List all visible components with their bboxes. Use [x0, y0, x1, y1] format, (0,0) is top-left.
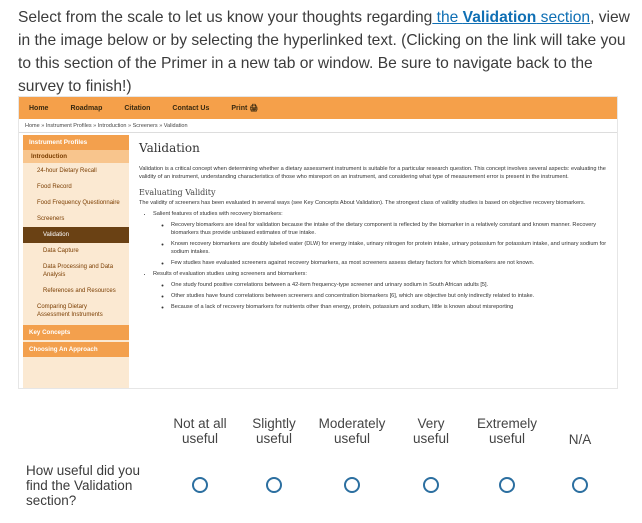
sub-bullet: ◦ Other studies have found correlations between screeners and concentration biomarkers [6], which are objective but only indirectly related to intake.	[171, 292, 607, 300]
nav-roadmap: Roadmap	[70, 104, 103, 112]
radio-na[interactable]	[572, 477, 588, 493]
bullet: • Results of evaluation studies using screeners and biomarkers: ◦ One study found positive correlations between a 42-item frequency-type screener and urinary sodium in South African adults [5]. ◦ Other studies have found correlations between screeners and concentration biomarkers [6], which are objective but only indirectly related to intake. ◦ Because of a lack of recovery biomarkers for nutrients other than energy, protein, potassium and sodium, little is known about misreporting	[153, 270, 607, 311]
screenshot-title: Validation	[139, 141, 200, 155]
validation-section-link[interactable]: the Validation section	[432, 9, 591, 26]
scale-header-moderately: Moderately useful	[318, 416, 386, 446]
question-row-label: How useful did you find the Validation section?	[26, 463, 141, 508]
nav-print: Print 🖨	[231, 105, 259, 112]
sidebar-item: References and Resources	[43, 288, 116, 294]
sidebar-sub: Introduction	[23, 150, 129, 163]
radio-extremely-useful[interactable]	[499, 477, 515, 493]
sidebar-item: Data Capture	[43, 248, 79, 254]
radio-moderately-useful[interactable]	[344, 477, 360, 493]
question-prompt	[18, 6, 630, 98]
screenshot-nav-bar	[19, 97, 617, 119]
screenshot-subheading: Evaluating Validity	[139, 188, 216, 197]
sidebar-item: Data Processing and Data Analysis	[43, 264, 114, 278]
sidebar-item: Comparing Dietary Assessment Instruments	[37, 304, 103, 318]
sub-bullet: ◦ Recovery biomarkers are ideal for validation because the intake of the dietary component is reflected by the biomarker in a relatively constant and known manner. Recovery biomarkers thus provide unbiased estimates of true intake.	[171, 221, 607, 237]
bullet: • Salient features of studies with recovery biomarkers: ◦ Recovery biomarkers are ideal for validation because the intake of the dietary component is reflected by the biomarker in a relatively constant and known manner. Recovery biomarkers thus provide unbiased estimates of true intake. ◦ Known recovery biomarkers are doubly labeled water (DLW) for energy intake, urinary nitrogen for protein intake, urinary potassium for potassium intake, and urinary sodium for sodium intakes. ◦ Few studies have evaluated screeners against recovery biomarkers, as most screeners assess dietary factors for which biomarkers are not known.	[153, 210, 607, 267]
sidebar-section: Choosing An Approach	[23, 342, 129, 357]
nav-home: Home	[29, 104, 49, 112]
scale-header-not-at-all: Not at all useful	[173, 416, 227, 446]
scale-header-extremely: Extremely useful	[476, 416, 537, 446]
sidebar-item-active: Validation	[23, 227, 129, 243]
sidebar-header: Instrument Profiles	[23, 135, 129, 150]
sub-bullet: ◦ One study found positive correlations between a 42-item frequency-type screener and urinary sodium in South African adults [5].	[171, 281, 607, 289]
sidebar-item: Screeners	[37, 216, 65, 222]
radio-slightly-useful[interactable]	[266, 477, 282, 493]
sub-bullet: ◦ Because of a lack of recovery biomarkers for nutrients other than energy, protein, potassium and sodium, little is known about misreporting	[171, 303, 607, 311]
screenshot-subintro: The validity of screeners has been evaluated in several ways (see Key Concepts About Validation). The strongest class of validity studies is based on objective recovery biomarkers.	[139, 200, 586, 206]
prompt-text-after: , view in the image below or by selecting the hyperlinked text. (Clicking on the link will take you to this section of the Primer in a new tab or window. Be sure to navigate back to the survey to finish!)	[18, 9, 630, 95]
sub-bullet: ◦ Few studies have evaluated screeners against recovery biomarkers, as most screeners assess dietary factors for which biomarkers are not known.	[171, 259, 607, 267]
radio-very-useful[interactable]	[423, 477, 439, 493]
scale-header-slightly: Slightly useful	[252, 416, 296, 446]
scale-header-na: N/A	[568, 432, 592, 447]
radio-not-at-all-useful[interactable]	[192, 477, 208, 493]
nav-citation: Citation	[124, 104, 151, 112]
screenshot-intro: Validation is a critical concept when determining whether a dietary assessment instrument is suitable for a particular research question. This concept involves several aspects: evaluating the validity of an instrument, understanding characteristics of those who misreport on an instrument, and considering what type of measurement error is present in the instrument.	[139, 166, 606, 180]
screenshot-sidebar	[23, 135, 129, 388]
nav-contact: Contact Us	[172, 104, 210, 112]
sidebar-section: Key Concepts	[23, 325, 129, 340]
sub-bullet: ◦ Known recovery biomarkers are doubly labeled water (DLW) for energy intake, urinary nitrogen for protein intake, urinary potassium for potassium intake, and urinary sodium for sodium intakes.	[171, 240, 607, 256]
prompt-text-before: Select from the scale to let us know your thoughts regarding	[18, 9, 433, 26]
sidebar-item: 24-hour Dietary Recall	[37, 168, 97, 174]
scale-header-very: Very useful	[412, 416, 450, 446]
sidebar-item: Food Record	[37, 184, 72, 190]
screenshot-content	[133, 135, 613, 388]
primer-screenshot-image	[18, 96, 618, 389]
sidebar-item: Food Frequency Questionnaire	[37, 200, 120, 206]
breadcrumb: Home » Instrument Profiles » Introduction » Screeners » Validation	[19, 119, 617, 133]
